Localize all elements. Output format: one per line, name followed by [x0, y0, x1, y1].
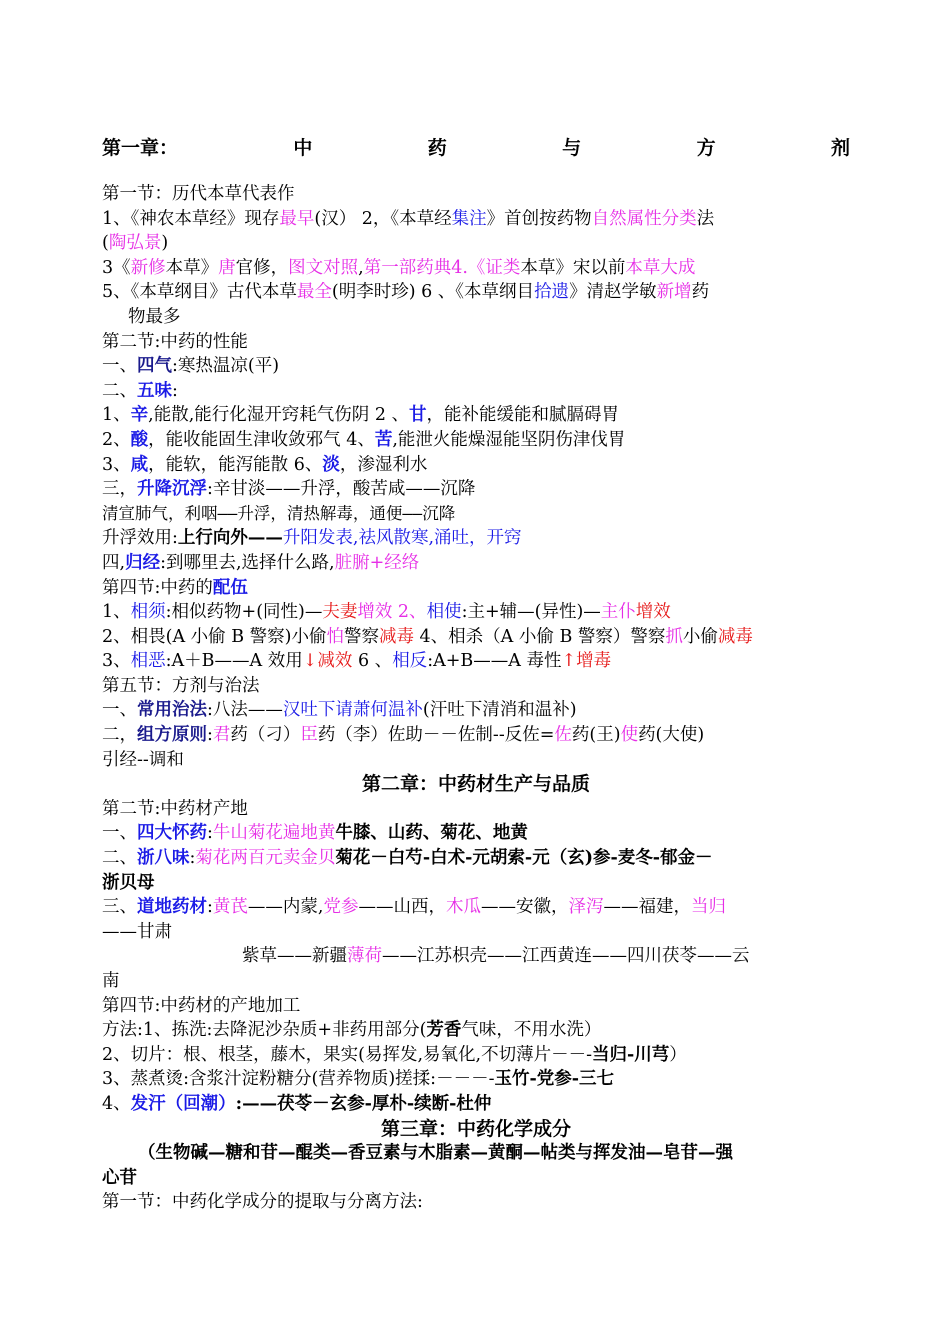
text: 升浮效用: — [102, 528, 178, 549]
text: 3、蒸煮烫:含浆汁淀粉糖分(营养物质)搓揉:－－－- — [102, 1069, 495, 1090]
keyword: 茯苓－玄参-厚朴-续断-杜仲 — [277, 1093, 492, 1114]
highlight: 4.《 — [451, 257, 486, 278]
line-zhifa — [102, 698, 850, 723]
keyword: 升降沉浮 — [137, 479, 207, 500]
line-zufang — [102, 723, 850, 748]
highlight: 升阳发表,祛风散寒,涌吐，开窍 — [282, 528, 522, 549]
highlight: 自然属性分类 — [591, 208, 697, 229]
line-wuwei — [102, 379, 850, 404]
text: ,能泄火能燥湿能坚阴伤津伐胃 — [392, 429, 626, 450]
keyword: 当归-川芎 — [592, 1044, 670, 1065]
line-qiepian — [102, 1043, 850, 1068]
keyword: 辛 — [130, 405, 149, 426]
text: (明李时珍) 6 、《本草纲目 — [331, 282, 535, 303]
section-title: 第二节:中药材产地 — [102, 798, 248, 819]
keyword: 玉竹-党参-三七 — [494, 1069, 615, 1090]
keyword: 相反 — [392, 651, 428, 672]
highlight: 新增 — [656, 282, 692, 303]
text: 6 、 — [352, 651, 393, 672]
text: 4、相杀（A 小偷 B 警察）警察 — [413, 626, 666, 647]
text: 第四节:中药的 — [102, 577, 213, 598]
text: 三， — [102, 479, 137, 500]
text: 法 — [696, 208, 715, 229]
highlight: ↓减效 — [302, 651, 353, 672]
text: :—— — [235, 1093, 278, 1114]
text: 》首创按药物 — [486, 208, 592, 229]
text: ——江苏枳壳——江西黄连——四川茯苓——云 — [382, 946, 750, 967]
text: 小偷 — [682, 626, 718, 647]
text: 1、《神农本草经》现存 — [102, 208, 280, 229]
text: ） — [669, 1044, 687, 1065]
line-xinxiu — [102, 256, 850, 281]
highlight: 证类 — [485, 257, 521, 278]
keyword: 相使 — [426, 602, 462, 623]
text: : — [207, 725, 213, 746]
line-daodi — [102, 895, 850, 920]
text: 1、 — [102, 602, 131, 623]
keyword: 常用治法 — [137, 700, 207, 721]
line-guijing — [102, 551, 850, 576]
keyword: 酸 — [130, 429, 149, 450]
line-siqi — [102, 354, 850, 379]
text: 药（李）佐助－－佐制--反佐= — [317, 725, 555, 746]
keyword: 四气 — [137, 356, 172, 377]
keyword: 浙八味 — [137, 848, 190, 869]
line-chengfen-list: （生物碱—糖和苷—醌类—香豆素与木脂素—黄酮—帖类与挥发油—皂苷—强 — [138, 1143, 733, 1164]
chapter3-title: 第三章：中药化学成分 — [380, 1117, 571, 1140]
highlight: 脏腑+经络 — [334, 552, 420, 573]
line-gangmu — [102, 280, 850, 305]
title-char: 方 — [696, 137, 716, 159]
text: 三、 — [102, 897, 137, 918]
highlight: 当归 — [690, 897, 726, 918]
highlight: 怕 — [326, 626, 344, 647]
text: ，能软，能泻能散 6、 — [148, 454, 323, 475]
highlight: 图文对照 — [288, 257, 359, 278]
highlight: 集注 — [451, 208, 487, 229]
keyword: 咸 — [130, 454, 149, 475]
text: 1、 — [102, 405, 131, 426]
text: :相似药物+(同性)— — [165, 602, 323, 623]
highlight: 抓 — [665, 626, 683, 647]
line-fahan — [102, 1092, 850, 1117]
line-zicao — [102, 944, 850, 969]
highlight: 臣 — [300, 725, 318, 746]
text: ，能收能固生津收敛邪气 4、 — [148, 429, 375, 450]
text: 药（刁） — [230, 725, 301, 746]
text: 药(王) — [571, 725, 621, 746]
text: ( — [102, 233, 109, 254]
line-chengfen-list-cont: 心苷 — [102, 1167, 137, 1188]
text: 二、 — [102, 848, 137, 869]
text: : — [207, 823, 213, 844]
line-xian — [102, 453, 850, 478]
line-xiangwei — [102, 625, 850, 650]
text: : — [172, 380, 178, 401]
text: 5、《本草纲目》古代本草 — [102, 282, 297, 303]
keyword: 芳香 — [426, 1020, 462, 1041]
text: (汉） 2，《本草经 — [314, 208, 452, 229]
text: 2、相畏(A 小偷 B 警察)小偷 — [102, 626, 327, 647]
text: 4、 — [102, 1093, 131, 1114]
text: 药 — [691, 282, 710, 303]
keyword: 上行向外—— — [177, 528, 283, 549]
keyword: 发汗（回潮） — [130, 1093, 236, 1114]
keyword: 菊花－白芍-白术-元胡索-元（玄)参-麦冬-郁金－ — [335, 848, 713, 869]
line-xiangxu — [102, 600, 850, 625]
title-char: 与 — [562, 137, 582, 159]
title-char: 第一章： — [102, 137, 179, 159]
text: ，渗湿利水 — [339, 454, 428, 475]
section-title: 第一节：历代本草代表作 — [102, 184, 295, 204]
line-xin — [102, 403, 850, 428]
text: 方法:1、拣洗:去降泥沙杂质+非药用部分( — [102, 1020, 427, 1041]
title-char: 剂 — [830, 137, 850, 159]
highlight: 牛山菊花遍地黄 — [212, 823, 336, 844]
text: 紫草——新疆 — [242, 946, 347, 967]
section-title — [102, 576, 850, 601]
highlight: 唐 — [218, 257, 236, 278]
highlight: 最全 — [296, 282, 332, 303]
keyword: 四大怀药 — [137, 823, 207, 844]
line-zhebawei — [102, 846, 850, 871]
highlight: 第一部药典 — [363, 257, 452, 278]
text: 本草》宋以前 — [520, 257, 626, 278]
line-huaiyao — [102, 821, 850, 846]
line-xiangwu — [102, 649, 850, 674]
line-zhengzhu — [102, 1067, 850, 1092]
chapter1-title — [102, 134, 850, 162]
line-jianxi — [102, 1018, 850, 1043]
text: 二、 — [102, 380, 137, 401]
text: (汗吐下清消和温补) — [422, 700, 577, 721]
text: 一、 — [102, 823, 137, 844]
highlight: 泽泻 — [568, 897, 604, 918]
text: 3、 — [102, 454, 131, 475]
text: :主+辅—(异性)— — [461, 602, 601, 623]
highlight: 主仆 — [600, 602, 636, 623]
highlight: 增效 — [635, 602, 671, 623]
text: 本草》 — [165, 257, 219, 278]
line-nan: 南 — [102, 971, 120, 991]
text: : — [207, 897, 213, 918]
title-char: 药 — [427, 137, 447, 159]
highlight: 君 — [212, 725, 231, 746]
line-qingxuan: 清宣肺气，利咽——升浮，清热解毒，通便——沉降 — [102, 503, 456, 523]
text: 四, — [102, 552, 126, 573]
text: 3、 — [102, 651, 131, 672]
section-title: 第四节:中药材的产地加工 — [102, 995, 301, 1016]
text: 3《 — [102, 257, 131, 278]
text: ) — [161, 233, 169, 254]
highlight: 木瓜 — [445, 897, 481, 918]
keyword: 组方原则 — [137, 725, 207, 746]
text: 警察 — [343, 626, 379, 647]
highlight: 薄荷 — [347, 946, 382, 967]
line-taohongjing — [102, 231, 850, 256]
highlight: 黄芪 — [212, 897, 248, 918]
text: 2、切片：根、根茎，藤木，果实(易挥发,易氧化,不切薄片－－- — [102, 1044, 592, 1065]
line-shengjiang — [102, 477, 850, 502]
text: 一、 — [102, 356, 137, 377]
line-shennong — [102, 207, 850, 232]
keyword: 配伍 — [212, 577, 248, 598]
line-shengfu-xiaoyong — [102, 526, 850, 551]
highlight: 最早 — [279, 208, 315, 229]
text: 官修， — [235, 257, 289, 278]
highlight: 佐 — [554, 725, 572, 746]
highlight: 使 — [620, 725, 639, 746]
highlight: 党参 — [323, 897, 359, 918]
title-char: 中 — [293, 137, 313, 159]
keyword: 归经 — [125, 552, 161, 573]
line-suan — [102, 428, 850, 453]
text: , — [358, 257, 364, 278]
text: 一、 — [102, 700, 137, 721]
text: 气味，不用水洗） — [461, 1020, 602, 1041]
text: 2、 — [102, 429, 131, 450]
keyword: 牛膝、山药、菊花、地黄 — [335, 823, 528, 844]
highlight: 汉吐下请萧何温补 — [282, 700, 423, 721]
text: ，能补能缓能和腻膈碍胃 — [426, 405, 620, 426]
line-yinjing: 引经--调和 — [102, 749, 184, 770]
text: :辛甘淡——升浮，酸苦咸——沉降 — [207, 479, 476, 500]
highlight: 本草大成 — [625, 257, 696, 278]
text: :A+B——A 毒性 — [427, 651, 562, 672]
text: ——内蒙, — [247, 897, 324, 918]
highlight: 增效 — [357, 602, 393, 623]
text: 药(大使) — [638, 725, 705, 746]
text: :A＋B——A 效用 — [165, 651, 303, 672]
highlight: 夫妻 — [322, 602, 358, 623]
keyword: 相须 — [130, 602, 166, 623]
text: ,能散,能行化湿开窍耗气伤阴 2 、 — [148, 405, 410, 426]
text: ——安徽， — [480, 897, 569, 918]
text: :八法—— — [207, 700, 283, 721]
section-title: 第五节：方剂与治法 — [102, 675, 260, 696]
text: ——山西， — [358, 897, 446, 918]
keyword: 道地药材 — [137, 897, 207, 918]
text: ——福建， — [603, 897, 691, 918]
text: :寒热温凉(平) — [172, 356, 280, 377]
keyword: 相恶 — [130, 651, 166, 672]
keyword: 苦 — [374, 429, 393, 450]
line-zhebeimu: 浙贝母 — [102, 872, 155, 893]
highlight: 减毒 — [378, 626, 414, 647]
line-gangmu-cont: 物最多 — [128, 306, 181, 327]
keyword: 五味 — [137, 380, 172, 401]
keyword: 甘 — [409, 405, 427, 426]
highlight: 减毒 — [717, 626, 753, 647]
document-body — [102, 134, 850, 1215]
chapter2-title: 第二章：中药材生产与品质 — [361, 773, 590, 796]
text: 二， — [102, 725, 137, 746]
keyword: 淡 — [322, 454, 340, 475]
highlight: 新修 — [130, 257, 166, 278]
text: 》清赵学敏 — [569, 282, 657, 303]
text: : — [189, 848, 196, 869]
highlight: 菊花两百元卖金贝 — [195, 848, 336, 869]
line-gansu: ——甘肃 — [102, 921, 172, 942]
highlight: ↑增毒 — [561, 651, 612, 672]
highlight: 2、 — [392, 602, 427, 623]
highlight: 拾遗 — [534, 282, 570, 303]
highlight: 陶弘景 — [108, 233, 162, 254]
section-title: 第二节:中药的性能 — [102, 331, 248, 352]
text: :到哪里去,选择什么路, — [160, 552, 335, 573]
section-title: 第一节：中药化学成分的提取与分离方法: — [102, 1192, 423, 1213]
